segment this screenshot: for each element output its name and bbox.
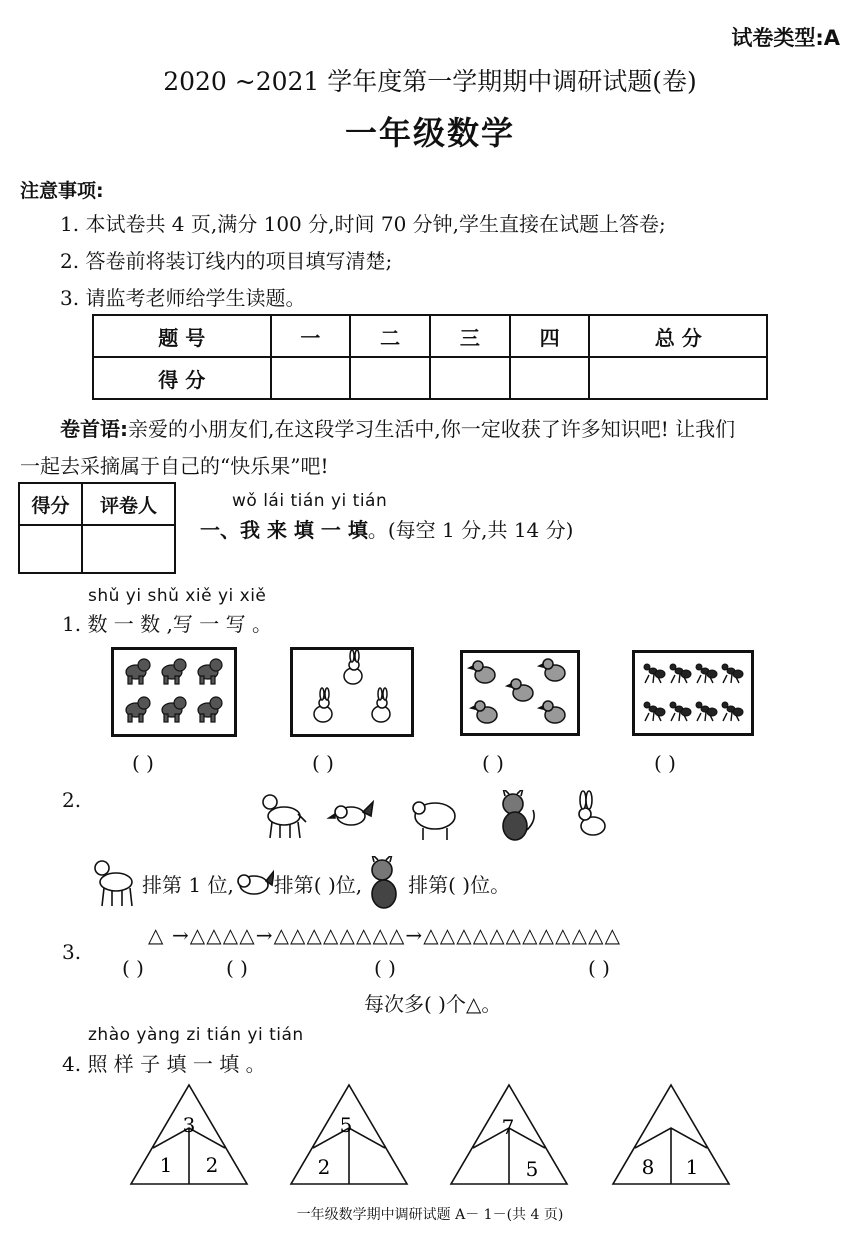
chick-box <box>460 650 580 736</box>
puppy-box <box>111 647 237 737</box>
section1-pinyin: wǒ lái tián yi tián <box>232 491 388 511</box>
horse-icon <box>263 795 306 838</box>
section1-heading <box>200 514 573 543</box>
number-triangle-1 <box>128 1082 250 1188</box>
q3-number: 3. <box>62 940 82 964</box>
q1-answer-blank-3[interactable]: ( ) <box>482 751 504 775</box>
q1-answer-blank-4[interactable]: ( ) <box>654 751 676 775</box>
preface-line-2: 一起去采摘属于自己的“快乐果”吧! <box>20 454 329 478</box>
rabbit-group-icon <box>293 650 411 734</box>
notice-item-3: 3. 请监考老师给学生读题。 <box>60 286 306 310</box>
q1-answer-blank-2[interactable]: ( ) <box>312 751 334 775</box>
notice-item-1: 1. 本试卷共 4 页,满分 100 分,时间 70 分钟,学生直接在试题上答卷; <box>60 212 666 236</box>
page-footer: 一年级数学期中调研试题 A－ 1－(共 4 页) <box>296 1207 564 1223</box>
number-triangle-2[interactable] <box>288 1082 410 1188</box>
score-table <box>92 314 768 400</box>
q1-text: 1. 数 一 数 ,写 一 写 。 <box>62 612 272 636</box>
triangle-1-left: 1 <box>159 1153 173 1177</box>
q1-pinyin: shǔ yi shǔ xiě yi xiě <box>88 586 267 606</box>
triangle-4-left: 8 <box>641 1155 655 1179</box>
q2-number: 2. <box>62 788 82 812</box>
grader-name-header: 评卷人 <box>82 483 175 525</box>
q4-text: 4. 照 样 子 填 一 填 。 <box>62 1052 266 1076</box>
score-table-header: 题 号 <box>93 315 271 357</box>
section1-note: 。(每空 1 分,共 14 分) <box>367 518 574 542</box>
cat-icon <box>362 856 408 910</box>
section1-title: 一、我 来 填 一 填 <box>200 518 368 542</box>
q3-triangle-sequence: △ →△△△△→△△△△△△△△→△△△△△△△△△△△△ <box>148 923 622 947</box>
q3-blank-3[interactable]: ( ) <box>374 956 396 980</box>
score-cell[interactable] <box>430 357 510 399</box>
q3-blank-4[interactable]: ( ) <box>588 956 610 980</box>
q4-pinyin: zhào yàng zi tián yi tián <box>88 1025 304 1045</box>
cat-icon <box>503 790 534 840</box>
triangle-1-top: 3 <box>182 1113 196 1137</box>
score-table-header: 二 <box>350 315 430 357</box>
q3-question[interactable]: 每次多( )个△。 <box>364 992 502 1016</box>
score-cell[interactable] <box>589 357 767 399</box>
exam-type: 试卷类型:A <box>731 26 840 50</box>
score-table-header: 一 <box>271 315 351 357</box>
triangle-2-top: 5 <box>339 1113 353 1137</box>
exam-title: 2020 ~2021 学年度第一学期期中调研试题(卷) <box>163 67 697 96</box>
q2-order-line <box>90 856 510 910</box>
q2-text-1: 排第 1 位, <box>142 872 234 897</box>
bird-icon <box>329 802 373 825</box>
triangle-3-right: 5 <box>525 1157 539 1181</box>
preface-text: 亲爱的小朋友们,在这段学习生活中,你一定收获了许多知识吧! 让我们 <box>128 417 736 441</box>
number-triangle-3[interactable] <box>448 1082 570 1188</box>
subject-title: 一年级数学 <box>344 114 515 152</box>
score-table-header: 三 <box>430 315 510 357</box>
q2-text-2[interactable]: 排第( )位, <box>273 872 363 897</box>
chick-group-icon <box>463 653 577 733</box>
q3-blank-2[interactable]: ( ) <box>226 956 248 980</box>
grader-name-cell[interactable] <box>82 525 175 573</box>
grader-score-cell[interactable] <box>19 525 82 573</box>
ant-group-icon <box>635 653 751 733</box>
score-table-header: 四 <box>510 315 590 357</box>
q3-blank-1[interactable]: ( ) <box>122 956 144 980</box>
triangle-2-left: 2 <box>317 1155 331 1179</box>
triangle-3-top: 7 <box>501 1115 515 1139</box>
rabbit-box <box>290 647 414 737</box>
puppy-group-icon <box>114 650 234 734</box>
score-row-label: 得 分 <box>93 357 271 399</box>
q2-text-3[interactable]: 排第( )位。 <box>408 872 511 897</box>
ant-box <box>632 650 754 736</box>
number-triangle-4[interactable] <box>610 1082 732 1188</box>
bird-icon <box>234 863 274 903</box>
score-cell[interactable] <box>271 357 351 399</box>
triangle-4-right: 1 <box>685 1155 699 1179</box>
triangle-1-right: 2 <box>205 1153 219 1177</box>
sheep-icon <box>413 802 455 840</box>
rabbit-icon <box>579 791 605 835</box>
grader-score-header: 得分 <box>19 483 82 525</box>
notice-heading: 注意事项: <box>20 180 104 202</box>
preface-label: 卷首语: <box>60 417 128 441</box>
q1-answer-blank-1[interactable]: ( ) <box>132 751 154 775</box>
notice-item-2: 2. 答卷前将装订线内的项目填写清楚; <box>60 249 393 273</box>
score-cell[interactable] <box>350 357 430 399</box>
score-cell[interactable] <box>510 357 590 399</box>
grader-table <box>18 482 176 574</box>
q2-animal-row <box>255 790 625 844</box>
horse-icon <box>90 856 142 910</box>
score-table-header: 总 分 <box>589 315 767 357</box>
preface-line-1 <box>60 413 735 442</box>
